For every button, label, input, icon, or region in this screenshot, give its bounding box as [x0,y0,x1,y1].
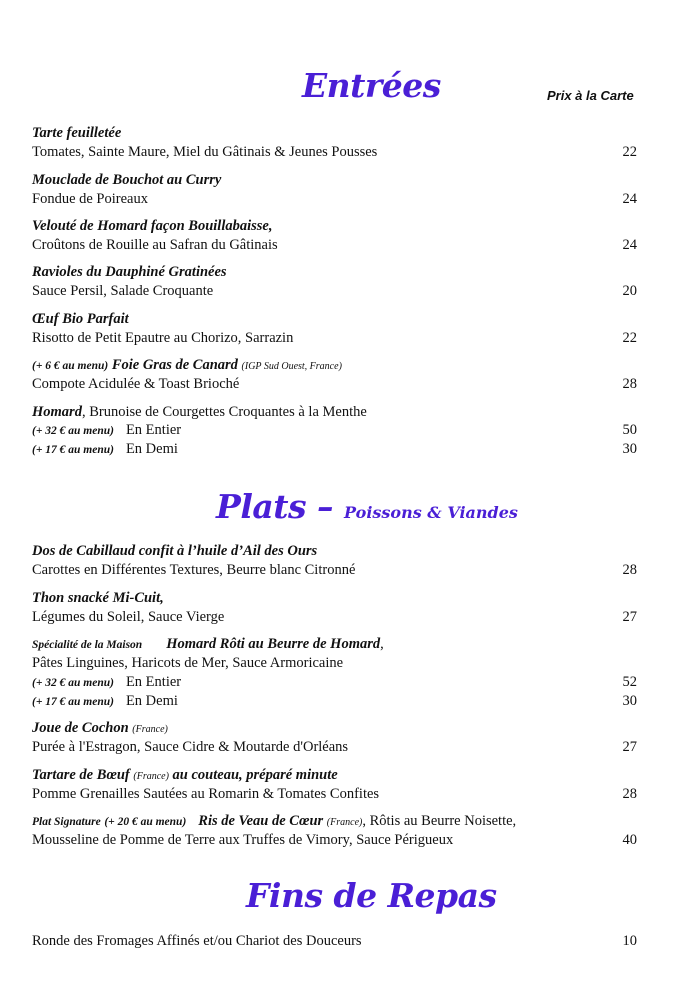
item-desc [32,932,637,951]
item-desc [32,190,637,209]
item-option [32,692,637,711]
item-name: Tarte feuilletée [32,125,122,141]
menu-supplement: (+ 17 € au menu) [32,444,114,456]
item-desc [32,785,637,804]
item-name-line [32,403,612,422]
item-desc-text: Légumes du Soleil, Sauce Vierge [32,609,225,625]
item-desc-text: Mousseline de Pomme de Terre aux Truffes de Vimory, Sauce Périgueux [32,832,454,848]
item-name-rest: , Rôtis au Beurre Noisette, [362,813,517,829]
item-desc-text: Risotto de Petit Epautre au Chorizo, Sarrazin [32,330,294,346]
menu-supplement: (+ 32 € au menu) [32,425,114,437]
entrees-title: Entrées [302,66,441,105]
item-desc [32,143,637,162]
item-price: 50 [622,422,637,438]
item-desc-text: , Brunoise de Courgettes Croquantes à la Menthe [81,404,367,420]
item-desc [32,608,637,627]
item-desc-text: Sauce Persil, Salade Croquante [32,283,214,299]
item-desc-text: Carottes en Différentes Textures, Beurre blanc Citronné [32,562,356,578]
item-desc [32,375,637,394]
item-option [32,673,637,692]
item-desc-text: Tomates, Sainte Maure, Miel du Gâtinais & Jeunes Pousses [32,144,378,160]
item-price: 20 [622,283,637,299]
item-comma: , [380,636,384,652]
item-price: 10 [622,933,637,949]
item-desc-text: Purée à l'Estragon, Sauce Cidre & Moutarde d'Orléans [32,739,349,755]
item-desc [32,738,637,757]
menu-supplement: (+ 32 € au menu) [32,677,114,689]
item-desc [32,831,637,850]
option-label: En Entier [125,422,182,438]
item-name: Mouclade de Bouchot au Curry [32,172,222,188]
item-name: Homard [32,404,82,420]
option-label: En Demi [125,441,178,457]
item-desc [32,561,637,580]
menu-supplement: (+ 6 € au menu) [32,360,109,372]
option-label: En Demi [125,693,178,709]
item-name: Tartare de Bœuf [32,767,130,783]
item-name-line [32,766,612,785]
specialty-label: Spécialité de la Maison [32,639,143,651]
item-name: Velouté de Homard façon Bouillabaisse, [32,218,273,234]
item-price: 27 [622,739,637,755]
item-price: 22 [622,144,637,160]
item-name: Thon snacké Mi-Cuit, [32,590,164,606]
item-desc-text: Pomme Grenailles Sautées au Romarin & Tomates Confites [32,786,380,802]
menu-supplement: (+ 17 € au menu) [32,696,114,708]
item-desc-text: Ronde des Fromages Affinés et/ou Chariot des Douceurs [32,933,362,949]
item-price: 30 [622,693,637,709]
item-option [32,440,637,459]
item-name-cont: au couteau, préparé minute [172,767,338,783]
item-desc-text: Fondue de Poireaux [32,191,148,207]
item-price: 40 [622,832,637,848]
fins-title: Fins de Repas [246,876,497,915]
signature-label: Plat Signature [32,816,101,828]
item-origin-note: (France) [132,724,168,735]
item-desc [32,236,637,255]
item-price: 24 [622,237,637,253]
item-desc-text: Croûtons de Rouille au Safran du Gâtinais [32,237,278,253]
item-name: Joue de Cochon [32,720,129,736]
item-origin-note: (France) [326,817,363,828]
item-price: 52 [622,674,637,690]
item-name-line [32,635,612,654]
plats-title [216,487,518,526]
item-price: 28 [622,786,637,802]
item-origin-note: (France) [133,771,169,782]
plats-subtitle: Poissons & Viandes [344,503,518,522]
item-name-line [32,812,642,831]
plats-title-text: Plats – [216,487,334,526]
item-desc: Pâtes Linguines, Haricots de Mer, Sauce Armoricaine [32,655,344,671]
item-price: 24 [622,191,637,207]
price-header: Prix à la Carte [547,88,634,103]
item-desc-text: Compote Acidulée & Toast Brioché [32,376,240,392]
item-name: Ris de Veau de Cœur [198,813,324,829]
item-name-line [32,356,612,375]
item-desc [32,282,637,301]
item-desc [32,329,637,348]
item-price: 28 [622,562,637,578]
item-price: 22 [622,330,637,346]
item-name-line [32,719,612,738]
item-option [32,421,637,440]
item-name: Foie Gras de Canard [111,357,238,373]
item-name: Œuf Bio Parfait [32,311,129,327]
item-origin-note: (IGP Sud Ouest, France) [241,361,342,372]
item-name: Dos de Cabillaud confit à l’huile d’Ail des Ours [32,543,318,559]
menu-supplement: (+ 20 € au menu) [104,816,187,828]
item-name: Homard Rôti au Beurre de Homard [166,636,381,652]
item-price: 30 [622,441,637,457]
option-label: En Entier [125,674,182,690]
item-price: 27 [622,609,637,625]
item-price: 28 [622,376,637,392]
item-name: Ravioles du Dauphiné Gratinées [32,264,227,280]
